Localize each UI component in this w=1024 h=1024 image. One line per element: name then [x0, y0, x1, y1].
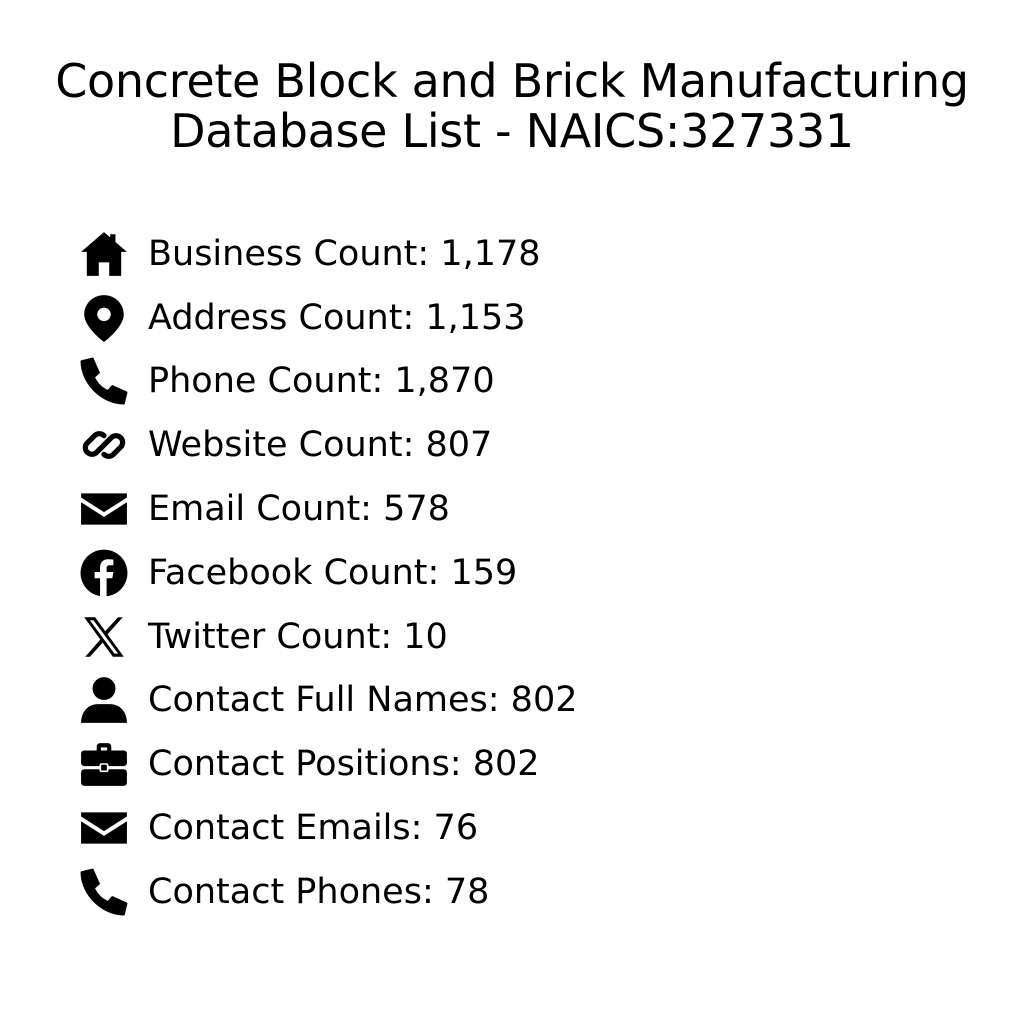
stat-label: Contact Emails: 76 [148, 808, 479, 849]
stat-label: Phone Count: 1,870 [148, 361, 495, 402]
page-title-line-1: Concrete Block and Brick Manufacturing [55, 54, 969, 108]
stat-business-count [78, 222, 978, 286]
stat-website-count [78, 413, 978, 477]
stat-label: Address Count: 1,153 [148, 297, 526, 338]
page-title [0, 56, 1024, 156]
phone-icon [78, 866, 130, 918]
stat-label: Email Count: 578 [148, 489, 450, 530]
stats-list [78, 222, 978, 924]
stat-label: Business Count: 1,178 [148, 233, 541, 274]
page-title-line-2: Database List - NAICS:327331 [170, 104, 854, 158]
stat-email-count [78, 477, 978, 541]
phone-icon [78, 355, 130, 407]
stat-label: Facebook Count: 159 [148, 552, 518, 593]
stat-label: Contact Phones: 78 [148, 871, 490, 912]
stat-label: Twitter Count: 10 [148, 616, 448, 657]
stat-contact-emails [78, 796, 978, 860]
stat-address-count [78, 286, 978, 350]
facebook-icon [78, 547, 130, 599]
envelope-icon [78, 483, 130, 535]
user-icon [78, 674, 130, 726]
stat-label: Contact Full Names: 802 [148, 680, 578, 721]
stat-label: Contact Positions: 802 [148, 744, 540, 785]
home-icon [78, 228, 130, 280]
stat-facebook-count [78, 541, 978, 605]
stat-contact-positions [78, 732, 978, 796]
map-pin-icon [78, 292, 130, 344]
link-icon [78, 419, 130, 471]
briefcase-icon [78, 738, 130, 790]
stat-phone-count [78, 350, 978, 414]
x-twitter-icon [78, 611, 130, 663]
stat-contact-phones [78, 860, 978, 924]
stat-label: Website Count: 807 [148, 425, 493, 466]
stat-contact-full-names [78, 669, 978, 733]
envelope-icon [78, 802, 130, 854]
stat-twitter-count [78, 605, 978, 669]
